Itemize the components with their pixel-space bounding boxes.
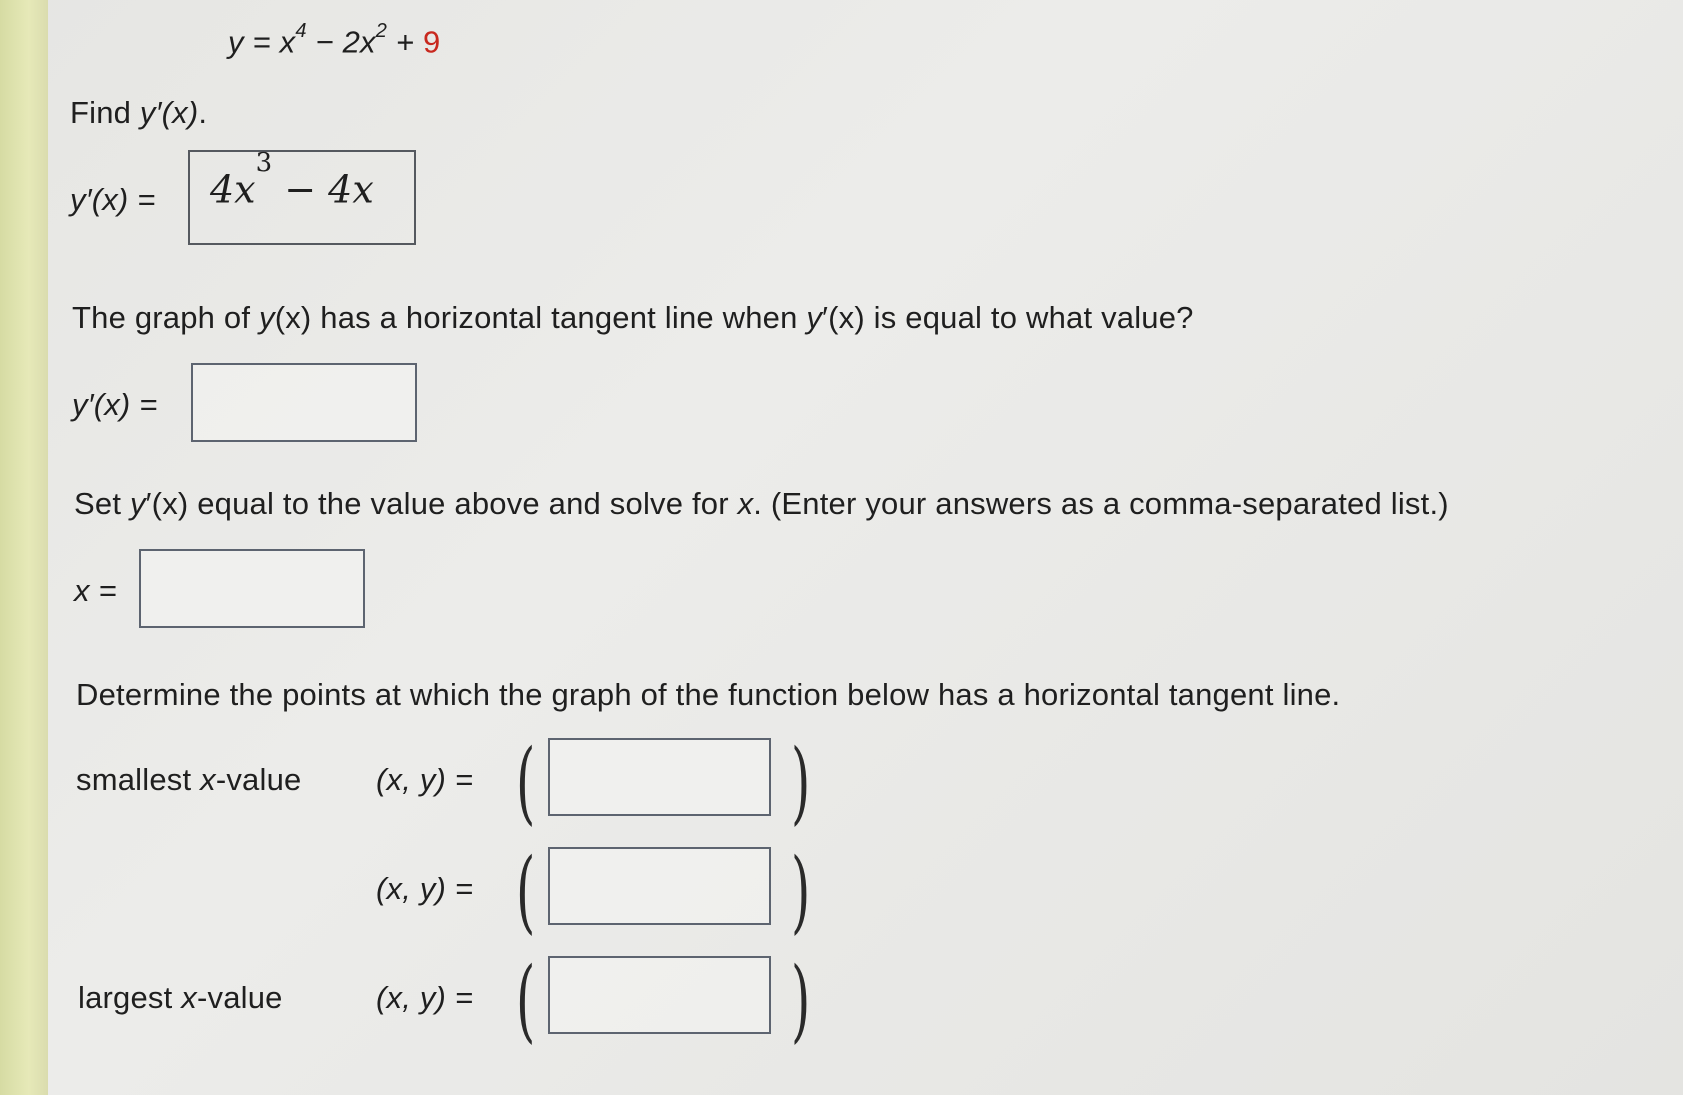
- x-label: x =: [74, 573, 117, 608]
- point-input-box-1[interactable]: [548, 738, 771, 816]
- point-input-2[interactable]: [550, 849, 769, 923]
- point-label-1: (x, y) =: [376, 762, 474, 797]
- question-page: [48, 0, 1683, 1095]
- close-paren-1: ): [791, 730, 811, 835]
- point-input-1[interactable]: [550, 740, 769, 814]
- open-paren-1: (: [516, 730, 536, 835]
- derivative-value-input-box[interactable]: [191, 363, 417, 442]
- smallest-x-label: smallest x-value: [76, 762, 302, 797]
- derivative-value-input[interactable]: [193, 365, 415, 440]
- largest-x-label: largest x-value: [78, 980, 283, 1015]
- point-input-box-3[interactable]: [548, 956, 771, 1034]
- close-paren-2: ): [791, 839, 811, 944]
- point-label-2: (x, y) =: [376, 871, 474, 906]
- point-input-box-2[interactable]: [548, 847, 771, 925]
- derivative-label: y′(x) =: [70, 182, 156, 217]
- close-paren-3: ): [791, 948, 811, 1053]
- derivative-value-label: y′(x) =: [72, 387, 158, 422]
- open-paren-3: (: [516, 948, 536, 1053]
- point-input-3[interactable]: [550, 958, 769, 1032]
- derivative-answer-box[interactable]: $4x^3 - 4x$: [188, 150, 416, 245]
- points-prompt: Determine the points at which the graph of the function below has a horizontal tangent line.: [76, 677, 1341, 712]
- solve-for-x-prompt: Set y′(x) equal to the value above and solve for x. (Enter your answers as a comma-separated list.): [74, 486, 1449, 521]
- find-derivative-prompt: Find y′(x).: [70, 95, 208, 130]
- x-values-input[interactable]: [141, 551, 363, 626]
- point-label-3: (x, y) =: [376, 980, 474, 1015]
- function-equation: $y = x^4 - 2x^2 + 9$: [228, 20, 441, 60]
- x-values-input-box[interactable]: [139, 549, 365, 628]
- open-paren-2: (: [516, 839, 536, 944]
- left-edge-strip: [0, 0, 48, 1095]
- horizontal-tangent-prompt: The graph of y(x) has a horizontal tangent line when y′(x) is equal to what value?: [72, 300, 1194, 335]
